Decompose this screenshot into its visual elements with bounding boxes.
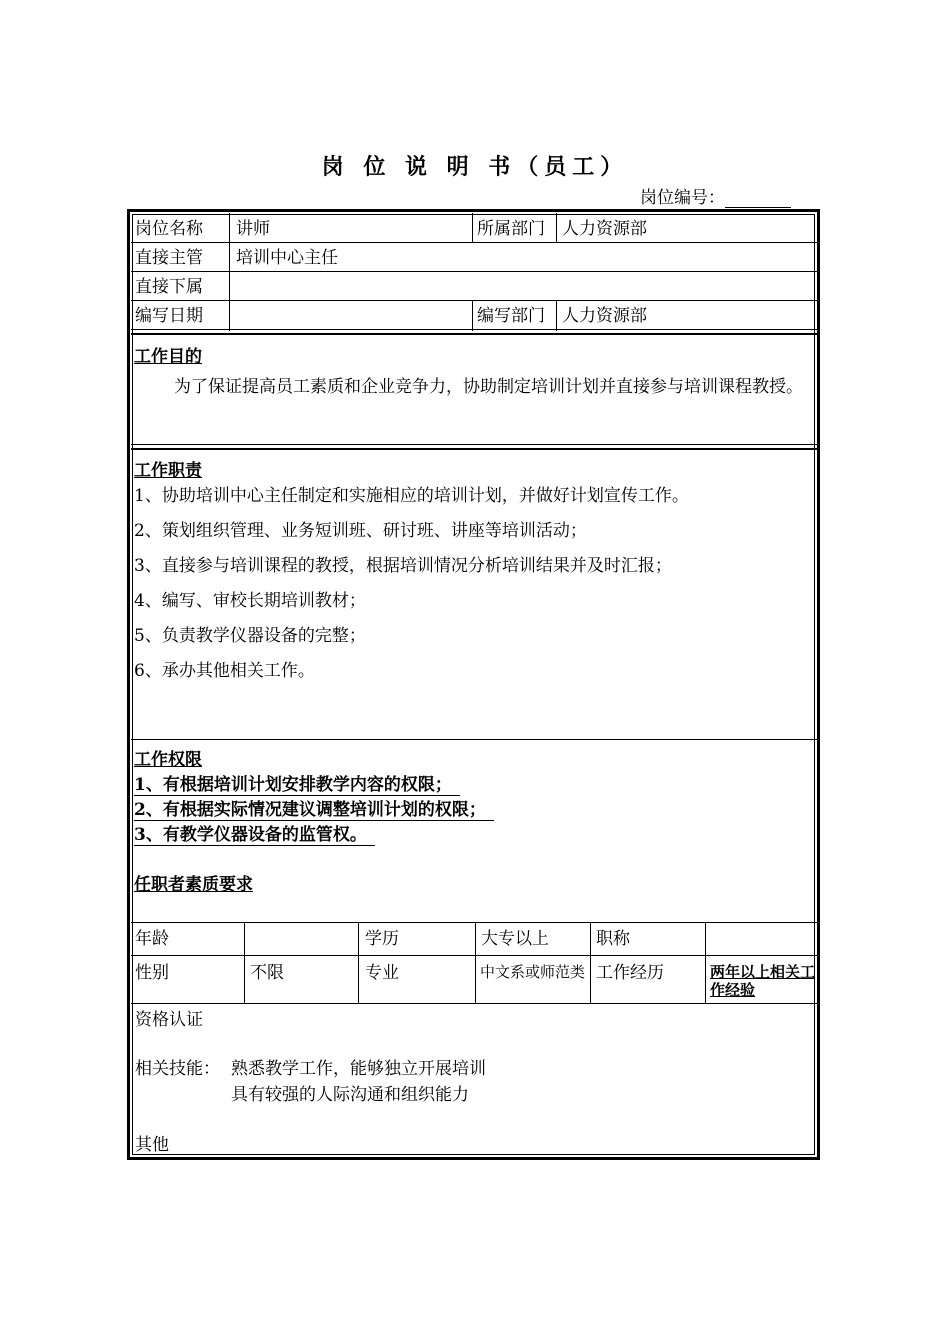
- label-experience: 工作经历: [596, 963, 664, 983]
- authority-item: 3、有教学仪器设备的监管权。: [134, 820, 375, 846]
- qualifications-heading: 任职者素质要求: [134, 875, 253, 895]
- label-written-date: 编写日期: [135, 306, 203, 326]
- section-divider: [131, 739, 818, 740]
- row-divider: [131, 242, 818, 243]
- value-supervisor: 培训中心主任: [236, 248, 338, 268]
- col-divider: [472, 300, 473, 331]
- value-gender: 不限: [250, 963, 284, 983]
- purpose-text: 为了保证提高员工素质和企业竞争力，协助制定培训计划并直接参与培训课程教授。: [174, 377, 803, 397]
- label-age: 年龄: [135, 929, 169, 949]
- label-subordinates: 直接下属: [135, 277, 203, 297]
- document-title: 岗 位 说 明 书（员工）: [321, 154, 629, 180]
- label-major: 专业: [365, 963, 399, 983]
- position-number-label: 岗位编号：: [640, 188, 725, 208]
- value-major: 中文系或师范类: [480, 963, 586, 981]
- label-written-dept: 编写部门: [477, 306, 545, 326]
- skills-line: 具有较强的人际沟通和组织能力: [231, 1085, 469, 1105]
- duty-item: 1、协助培训中心主任制定和实施相应的培训计划，并做好计划宣传工作。: [134, 486, 689, 506]
- duty-item: 3、直接参与培训课程的教授，根据培训情况分析培训结果并及时汇报；: [134, 556, 672, 576]
- col-divider: [556, 213, 557, 242]
- col-divider: [229, 213, 230, 331]
- duty-item: 4、编写、审校长期培训教材；: [134, 591, 366, 611]
- value-education: 大专以上: [481, 929, 549, 949]
- label-gender: 性别: [135, 963, 169, 983]
- duty-item: 6、承办其他相关工作。: [134, 661, 315, 681]
- col-divider: [358, 922, 359, 1003]
- authority-heading: 工作权限: [134, 750, 202, 770]
- label-certification: 资格认证: [135, 1010, 203, 1030]
- value-department: 人力资源部: [562, 219, 647, 239]
- label-supervisor: 直接主管: [135, 248, 203, 268]
- duty-item: 5、负责教学仪器设备的完整；: [134, 626, 366, 646]
- col-divider: [475, 922, 476, 1003]
- label-education: 学历: [365, 929, 399, 949]
- col-divider: [705, 922, 706, 1003]
- value-position-name: 讲师: [236, 219, 270, 239]
- label-position-name: 岗位名称: [135, 219, 203, 239]
- position-number-blank: [725, 189, 791, 208]
- position-number: [640, 183, 791, 208]
- authority-item: 2、有根据实际情况建议调整培训计划的权限；: [134, 795, 494, 821]
- label-other: 其他: [135, 1135, 169, 1155]
- label-title: 职称: [596, 929, 630, 949]
- row-divider: [131, 1003, 818, 1004]
- form-frame: [127, 209, 820, 1160]
- form-inner-border: [132, 214, 815, 1155]
- value-experience: 两年以上相关工作经验: [710, 963, 816, 999]
- label-department: 所属部门: [477, 219, 545, 239]
- row-divider: [131, 271, 818, 272]
- section-divider: [131, 329, 818, 335]
- duty-item: 2、策划组织管理、业务短训班、研讨班、讲座等培训活动；: [134, 521, 587, 541]
- purpose-heading: 工作目的: [134, 347, 202, 367]
- authority-item: 1、有根据培训计划安排教学内容的权限；: [134, 770, 460, 796]
- skills-line: 熟悉教学工作，能够独立开展培训: [231, 1059, 486, 1079]
- col-divider: [244, 922, 245, 1003]
- label-skills: 相关技能：: [135, 1059, 220, 1079]
- col-divider: [556, 300, 557, 331]
- value-written-dept: 人力资源部: [562, 306, 647, 326]
- section-divider: [131, 444, 818, 450]
- col-divider: [472, 213, 473, 242]
- col-divider: [590, 922, 591, 1003]
- row-divider: [131, 300, 818, 301]
- duties-heading: 工作职责: [134, 461, 202, 481]
